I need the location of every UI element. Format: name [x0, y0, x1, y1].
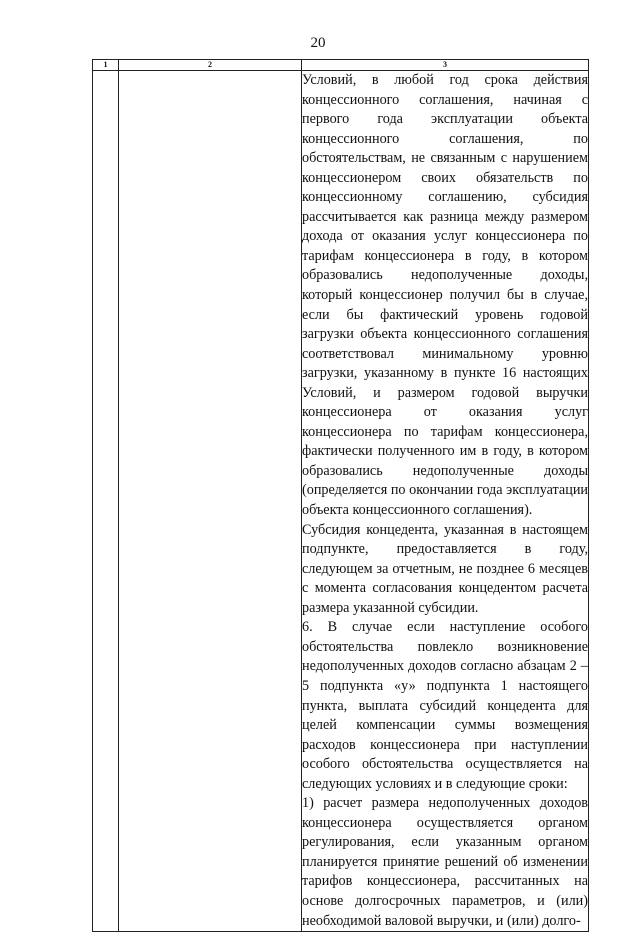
column-header-2: 2 [119, 60, 302, 71]
page-number: 20 [310, 35, 326, 51]
column-1-cell [93, 71, 119, 932]
table-body-row [93, 71, 589, 932]
column-3-cell [302, 71, 589, 932]
column-header-3: 3 [302, 60, 589, 71]
paragraph-3: 6. В случае если наступление особого обстоятельства повлекло возникновение недополученных доходов согласно абзацам 2 – 5 подпункта «у» подпункта 1 настоящего пункта, выплата субсидий концедента для целей компенсации суммы возмещения расходов концессионера при наступлении особого обстоятельства осуществляется на следующих условиях и в следующие сроки: [302, 619, 588, 792]
table-header-row [93, 60, 589, 71]
paragraph-4: 1) расчет размера недополученных доходов концессионера осуществляется органом регулирования, если указанным органом планируется принятие решений об изменении тарифов концессионера, рассчитанных на основе долгосрочных параметров, и (или) необходимой валовой выручки, и (или) долго- [302, 795, 588, 929]
paragraph-2: Субсидия концедента, указанная в настоящем подпункте, предоставляется в году, следующем за отчетным, не позднее 6 месяцев с момента согласования концедентом расчета размера указанной субсидии. [302, 521, 588, 616]
document-table [92, 59, 589, 932]
paragraph-1: Условий, в любой год срока действия концессионного соглашения, начиная с первого года эксплуатации объекта концессионного соглашения, по обстоятельствам, не связанным с нарушением концессионером своих обязательств по концессионному соглашению, субсидия рассчитывается как разница между размером дохода от оказания услуг концессионера по тарифам концессионера в году, в котором образовались недополученные доходы, который концессионер получил бы в случае, если бы фактический уровень годовой загрузки объекта концессионного соглашения соответствовал минимальному уровню загрузки, указанному в пункте 16 настоящих Условий, и размером годовой выручки концессионера от оказания услуг концессионера по тарифам концессионера, фактически полученного им в году, в котором образовались недополученные доходы (определяется по окончании года эксплуатации объекта концессионного соглашения). [302, 72, 588, 519]
column-header-1: 1 [93, 60, 119, 71]
column-2-cell [119, 71, 302, 932]
